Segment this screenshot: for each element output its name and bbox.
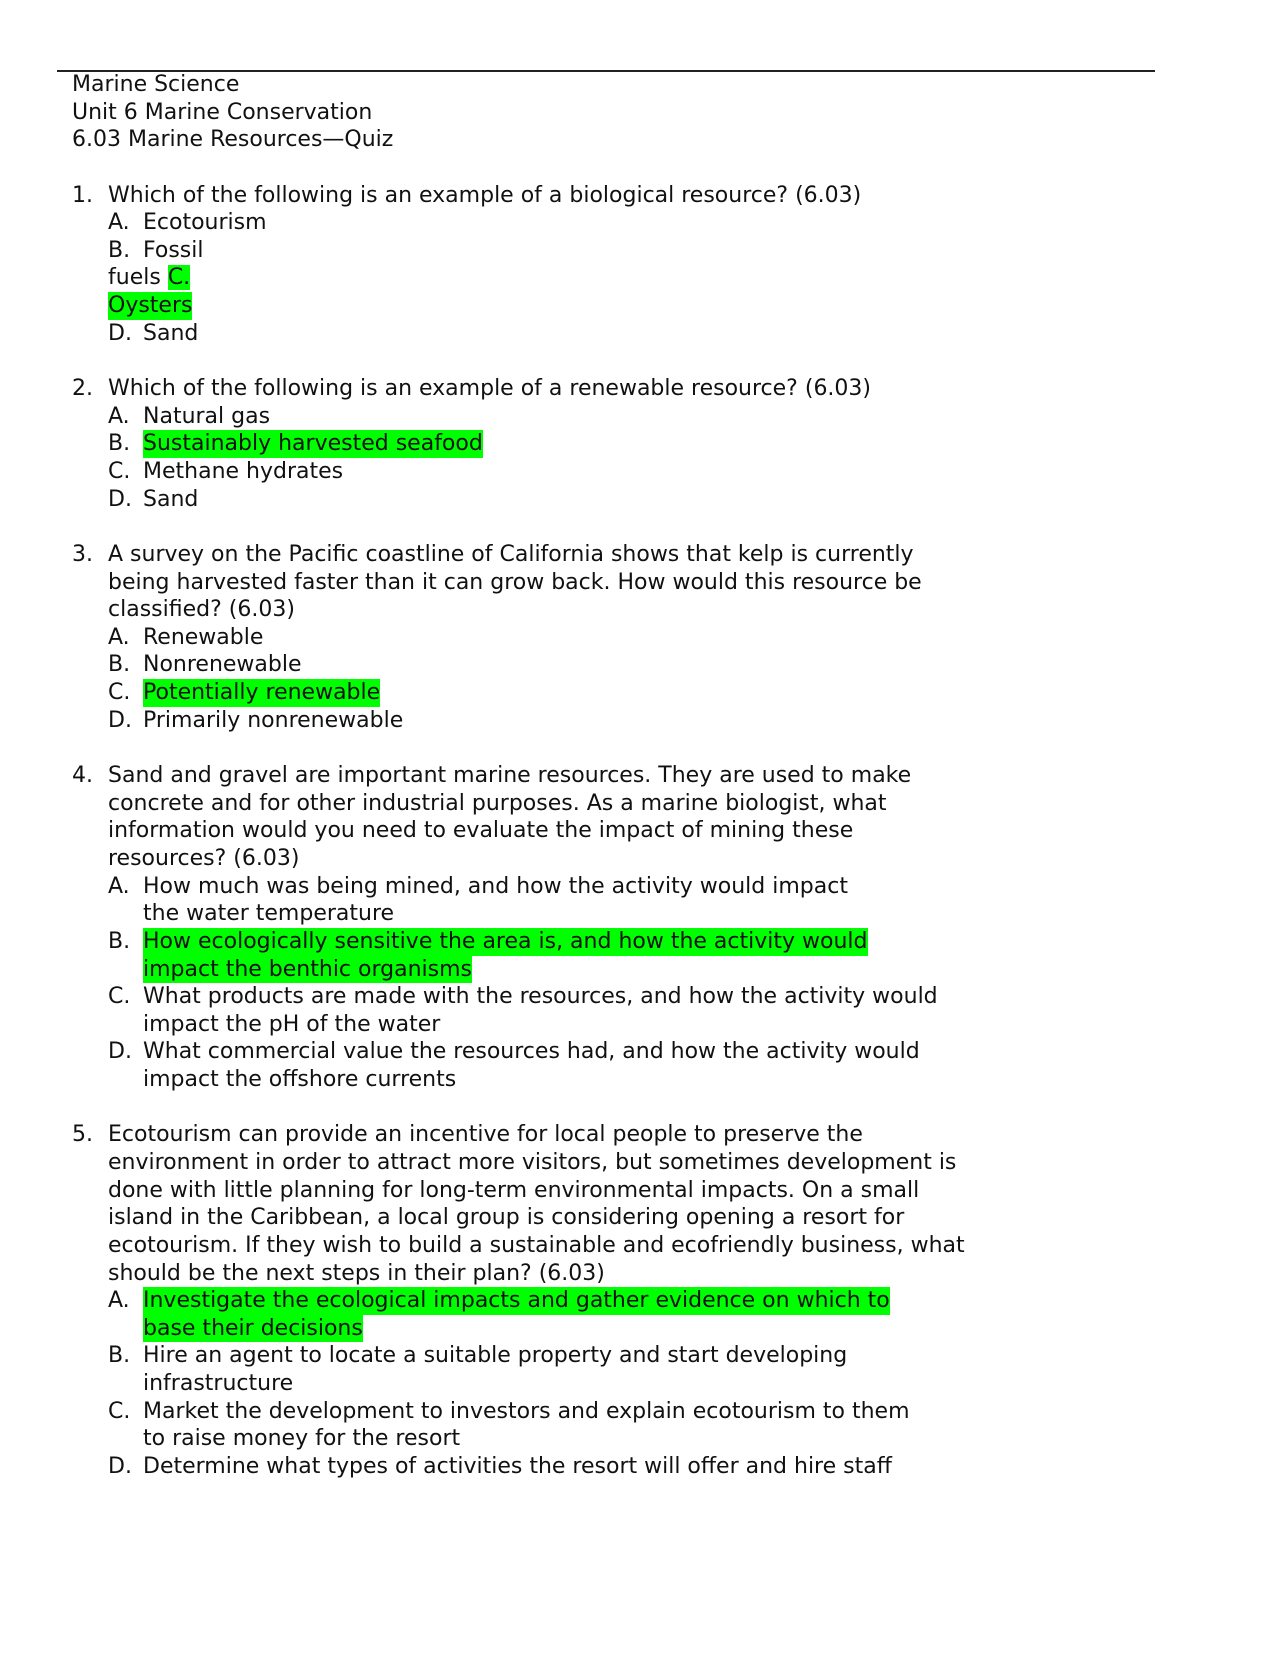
question-line [0,1204,1280,1232]
option-a [0,873,1280,928]
option-text: impact the benthic organisms [143,956,472,982]
option-text: Market the development to investors and explain ecotourism to them [143,1398,910,1424]
blank-line [0,513,1280,541]
option-letter: B. [108,431,131,457]
blank-line [0,734,1280,762]
option-line [0,1011,1280,1039]
option-line [0,1453,1280,1481]
option-letter: A. [108,210,130,236]
option-c-correct [0,292,1280,320]
option-text: Renewable [143,624,264,650]
question-text: being harvested faster than it can grow back. How would this resource be [108,569,922,595]
option-text: Natural gas [143,403,271,429]
blank-line [0,347,1280,375]
option-line [0,651,1280,679]
option-text: Determine what types of activities the resort will offer and hire staff [143,1454,892,1480]
option-text: infrastructure [143,1371,294,1397]
course-title: Marine Science [72,72,240,97]
option-letter: C. [108,984,131,1010]
blank-line [0,1094,1280,1122]
option-text: Investigate the ecological impacts and gather evidence on which to [143,1288,890,1314]
option-letter: B. [108,1343,131,1369]
option-text: Nonrenewable [143,652,302,678]
question-number: 1. [72,182,93,208]
question-line [0,1121,1280,1149]
option-line [0,928,1280,956]
option-text: Methane hydrates [143,458,344,484]
option-text: What products are made with the resources, and how the activity would [143,984,938,1010]
option-line [0,1370,1280,1398]
option-text: Sand [143,486,199,512]
option-line [0,679,1280,707]
option-line [0,1425,1280,1453]
option-c-correct [0,679,1280,707]
question-line [0,375,1280,403]
question-line [0,817,1280,845]
option-text: impact the offshore currents [143,1067,457,1093]
question-text: should be the next steps in their plan? (6.03) [108,1260,605,1286]
option-letter: C. [108,458,131,484]
question-4 [0,762,1280,1094]
option-letter: D. [108,1454,132,1480]
question-text: Which of the following is an example of a renewable resource? (6.03) [108,376,872,402]
option-line [0,1398,1280,1426]
option-line [0,983,1280,1011]
option-letter: C. [108,1398,131,1424]
option-text: What commercial value the resources had, and how the activity would [143,1039,920,1065]
question-number: 3. [72,541,93,567]
option-letter: D. [108,486,132,512]
option-letter: B. [108,652,131,678]
option-line [0,900,1280,928]
question-line [0,845,1280,873]
question-text: classified? (6.03) [108,597,295,623]
option-text-continued: fuels [108,265,161,291]
question-text: concrete and for other industrial purposes. As a marine biologist, what [108,790,887,816]
option-text: Oysters [108,293,193,319]
option-line [0,458,1280,486]
question-1 [0,182,1280,348]
option-letter: A. [108,403,130,429]
option-a [0,403,1280,431]
option-letter: A. [108,1288,130,1314]
question-text: done with little planning for long-term environmental impacts. On a small [108,1177,920,1203]
option-c [0,458,1280,486]
option-text: Ecotourism [143,210,267,236]
option-text: impact the pH of the water [143,1011,441,1037]
question-text: Sand and gravel are important marine resources. They are used to make [108,763,912,789]
option-d [0,320,1280,348]
question-number: 4. [72,763,93,789]
option-line [0,624,1280,652]
option-d [0,1453,1280,1481]
option-line [0,486,1280,514]
question-text: Ecotourism can provide an incentive for local people to preserve the [108,1122,863,1148]
question-line [0,1177,1280,1205]
question-5 [0,1121,1280,1480]
option-d [0,707,1280,735]
option-text: How ecologically sensitive the area is, and how the activity would [143,928,868,954]
question-2 [0,375,1280,513]
option-c [0,983,1280,1038]
option-text: the water temperature [143,901,395,927]
option-letter: A. [108,624,130,650]
option-d [0,1038,1280,1093]
question-line [0,1232,1280,1260]
option-b-correct [0,928,1280,983]
question-line [0,569,1280,597]
option-text: to raise money for the resort [143,1426,461,1452]
option-b [0,1342,1280,1397]
question-text: Which of the following is an example of a biological resource? (6.03) [108,182,862,208]
option-letter: C. [108,680,131,706]
option-d [0,486,1280,514]
option-a [0,209,1280,237]
question-text: ecotourism. If they wish to build a sustainable and ecofriendly business, what [108,1232,965,1258]
option-text: How much was being mined, and how the activity would impact [143,873,848,899]
question-line [0,762,1280,790]
option-letter: B. [108,237,131,263]
option-text: Potentially renewable [143,680,381,706]
option-text: Sand [143,320,199,346]
question-text: A survey on the Pacific coastline of California shows that kelp is currently [108,541,914,567]
option-a [0,624,1280,652]
option-letter: B. [108,928,131,954]
option-letter: A. [108,873,130,899]
quiz-document [0,71,1280,1481]
question-text: environment in order to attract more visitors, but sometimes development is [108,1149,957,1175]
option-text: Sustainably harvested seafood [143,431,483,457]
option-text: Primarily nonrenewable [143,707,404,733]
option-line [0,956,1280,984]
option-line [0,873,1280,901]
option-letter: D. [108,707,132,733]
question-number: 5. [72,1122,93,1148]
option-line [0,403,1280,431]
option-line [0,707,1280,735]
option-text: Fossil [143,237,204,263]
option-text: base their decisions [143,1315,363,1341]
unit-title: Unit 6 Marine Conservation [72,99,373,125]
option-line [0,430,1280,458]
question-text: resources? (6.03) [108,845,300,871]
option-b-correct [0,430,1280,458]
option-line [0,1066,1280,1094]
option-letter: D. [108,1039,132,1065]
option-a-correct [0,1287,1280,1342]
question-3 [0,541,1280,734]
question-line [0,1260,1280,1288]
question-number: 2. [72,376,93,402]
option-line [0,1315,1280,1343]
question-line [0,790,1280,818]
option-text: Hire an agent to locate a suitable property and start developing [143,1343,848,1369]
question-text: information would you need to evaluate the impact of mining these [108,818,854,844]
option-line [0,1342,1280,1370]
option-c [0,1398,1280,1453]
question-line [0,541,1280,569]
correct-option-letter: C. [167,265,191,291]
option-letter: D. [108,320,132,346]
quiz-title: 6.03 Marine Resources—Quiz [72,127,394,153]
option-b [0,651,1280,679]
question-text: island in the Caribbean, a local group is considering opening a resort for [108,1205,905,1231]
option-line [0,1038,1280,1066]
option-b [0,237,1280,265]
option-line [0,1287,1280,1315]
question-line [0,1149,1280,1177]
question-line [0,596,1280,624]
